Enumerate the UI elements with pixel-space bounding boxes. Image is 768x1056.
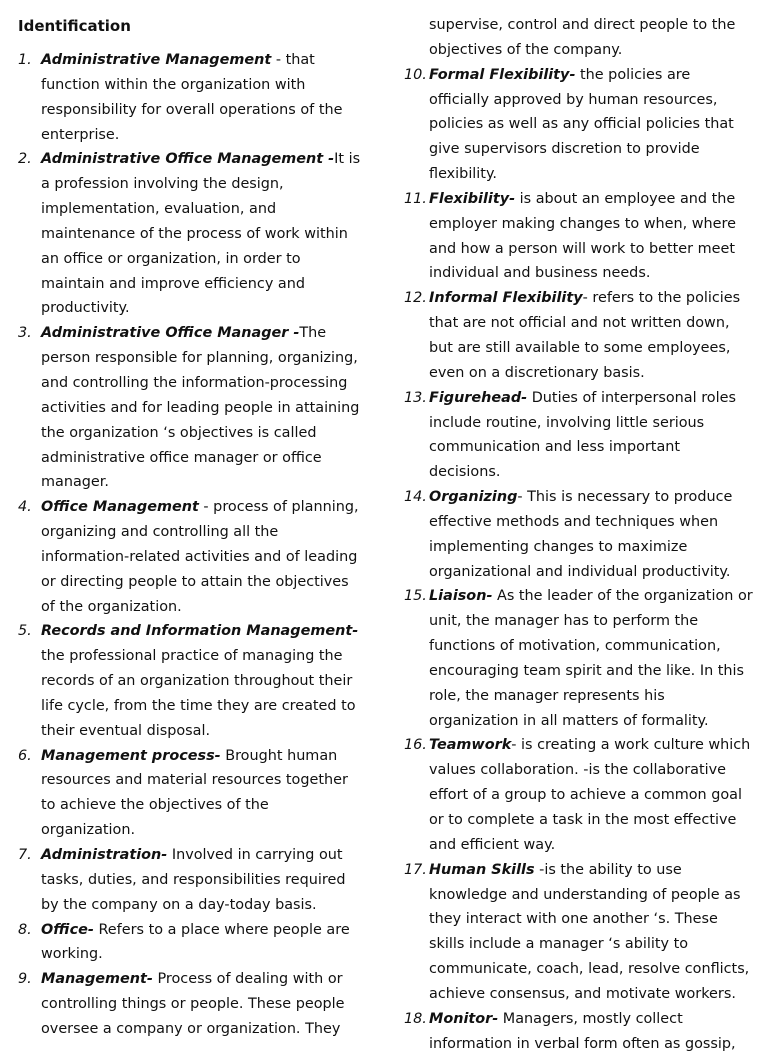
item-definition: As the leader of the organization or unit, the manager has to perform the functions of motivation, communication, encouraging team spirit and the like. In this role, the manager represents his organization in all matters of formality. [429, 588, 753, 729]
identification-list-left-column [18, 48, 366, 1042]
item-number: 11. [404, 190, 427, 207]
list-item [404, 286, 754, 385]
item-number: 17. [404, 861, 427, 878]
item-term: Human Skills [429, 861, 535, 878]
item-term: Administrative Office Management - [41, 151, 335, 168]
list-item [18, 843, 366, 918]
item-number: 12. [404, 290, 427, 307]
list-item [404, 187, 754, 286]
item-definition: Process of dealing with or controlling things or people. These people oversee a company or organization. They [41, 971, 345, 1037]
list-item [404, 386, 754, 485]
item-term: Administrative Management [41, 52, 272, 68]
list-item [18, 744, 366, 843]
item-number: 7. [18, 847, 32, 863]
item-definition: - is creating a work culture which values collaboration. -is the collaborative effort of a group to achieve a common goal or to complete a task in the most effective and efficient way. [429, 737, 751, 853]
item-term: Office Management [41, 499, 199, 516]
item-definition: Managers, mostly collect information in verbal form often as gossip, [429, 1010, 736, 1052]
item-term: Teamwork [429, 737, 512, 754]
item-term: Monitor- [429, 1010, 499, 1027]
item-term: Figurehead- [429, 389, 528, 406]
item-number: 15. [404, 588, 427, 605]
document-heading: Identification [18, 17, 131, 35]
item-definition: Brought human resources and material resources together to achieve the objectives of the organization. [41, 747, 348, 839]
item-definition: Duties of interpersonal roles include routine, involving little serious communication and less important decisions. [429, 389, 736, 481]
item-number: 10. [404, 66, 427, 83]
list-item [18, 495, 366, 619]
item-term: Informal Flexibility [429, 290, 583, 307]
item-term: Records and Information Management- [41, 623, 359, 640]
item-definition: -is the ability to use knowledge and understanding of people as they interact with one another ‘s. These skills include a manager ‘s ability to communicate, coach, lead, resolve conflicts, achieve consensus, and motivate workers. [429, 861, 750, 1002]
item-number: 2. [18, 151, 32, 168]
item-definition: - process of planning, organizing and controlling all the information-related activities and of leading or directing people to attain the objectives of the organization. [41, 499, 359, 615]
item-term: Flexibility- [429, 190, 516, 207]
item-definition: Refers to a place where people are working. [41, 921, 350, 963]
item-term: Administrative Office Manager - [41, 325, 300, 342]
item-number: 16. [404, 737, 427, 754]
list-item [404, 485, 754, 584]
item-number: 14. [404, 489, 427, 506]
list-item-continuation [404, 13, 754, 63]
item-term: Liaison- [429, 588, 493, 605]
item-definition: Involved in carrying out tasks, duties, and responsibilities required by the company on a day-today basis. [41, 847, 346, 913]
item-term: Management- [41, 971, 153, 988]
item-number: 13. [404, 389, 427, 406]
list-item [404, 584, 754, 733]
item-definition: the policies are officially approved by human resources, policies as well as any official policies that give supervisors discretion to provide flexibility. [429, 66, 734, 183]
item-definition: - refers to the policies that are not official and not written down, but are still available to some employees, even on a discretionary basis. [429, 290, 741, 381]
item-term: Organizing [429, 489, 518, 506]
item-number: 18. [404, 1010, 427, 1027]
item-term: Management process- [41, 747, 221, 764]
item-term: Administration- [41, 847, 168, 863]
item-term: Office- [41, 921, 94, 938]
list-item [404, 63, 754, 187]
item-definition: is about an employee and the employer making changes to when, where and how a person will work to better meet individual and business needs. [429, 190, 736, 282]
list-item [18, 967, 366, 1042]
list-item [404, 1007, 754, 1056]
list-item [18, 918, 366, 968]
item-definition: - This is necessary to produce effective methods and techniques when implementing changes to maximize organizational and individual productivity. [429, 489, 733, 580]
item-definition: supervise, control and direct people to the objectives of the company. [429, 17, 736, 58]
list-item [404, 733, 754, 857]
item-definition: It is a profession involving the design, implementation, evaluation, and maintenance of the process of work within an office or organization, in order to maintain and improve efficiency and productivity. [41, 151, 361, 317]
item-number: 1. [18, 52, 32, 68]
list-item [18, 321, 366, 495]
item-definition: The person responsible for planning, organizing, and controlling the information-processing activities and for leading people in attaining the organization ‘s objectives is called administrative office manager or office manager. [41, 325, 360, 491]
item-definition: - that function within the organization with responsibility for overall operations of the enterprise. [41, 52, 343, 143]
item-number: 6. [18, 747, 32, 764]
item-number: 5. [18, 623, 32, 640]
item-definition: the professional practice of managing the records of an organization throughout their life cycle, from the time they are created to their eventual disposal. [41, 648, 356, 739]
identification-list-right-column [404, 13, 754, 1056]
list-item [404, 858, 754, 1007]
list-item [18, 619, 366, 743]
item-term: Formal Flexibility- [429, 66, 576, 83]
item-number: 8. [18, 921, 32, 938]
item-number: 3. [18, 325, 32, 342]
list-item [18, 48, 366, 147]
list-item [18, 147, 366, 321]
item-number: 4. [18, 499, 32, 516]
item-number: 9. [18, 971, 32, 988]
